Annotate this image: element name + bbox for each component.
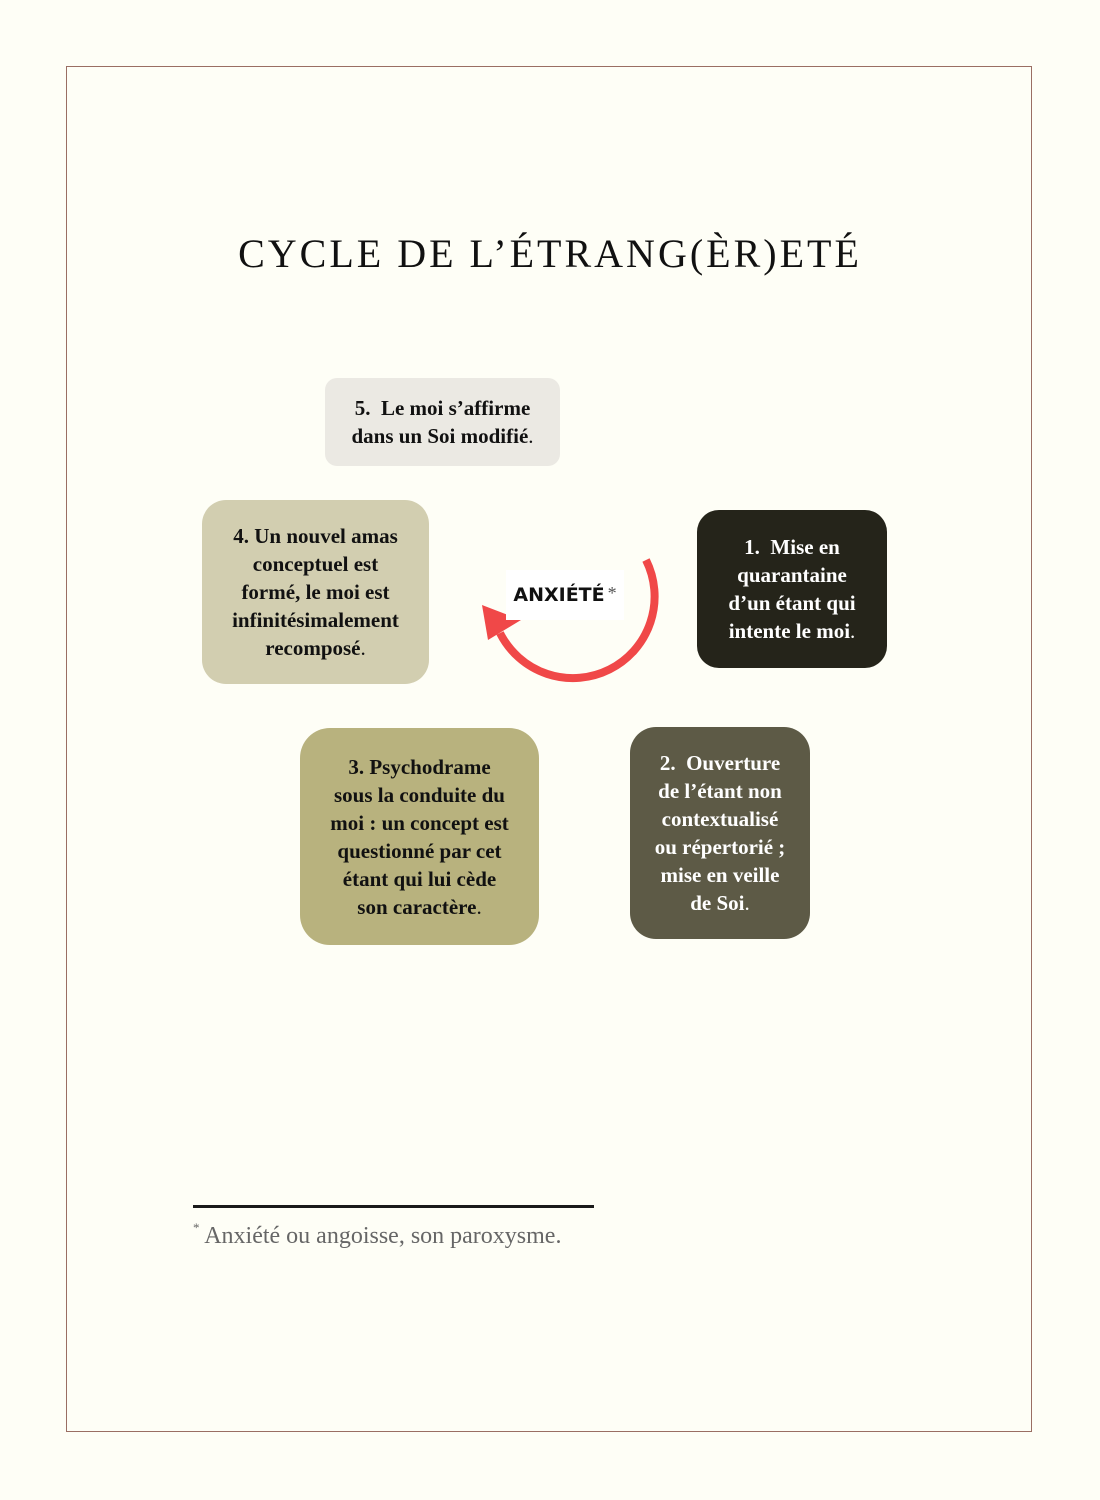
step-2-number: 2. <box>659 751 676 775</box>
cycle-arrow-icon <box>470 545 670 695</box>
footnote-marker: * <box>193 1220 200 1235</box>
page-title: CYCLE DE L’ÉTRANG(ÈR)ETÉ <box>238 231 862 276</box>
anxiety-label: ANXIÉTÉ <box>513 584 605 606</box>
step-1-end: . <box>850 619 856 643</box>
step-4-box <box>202 500 429 684</box>
step-4-end: . <box>360 636 366 660</box>
step-2-text: Ouverture de l’étant non contextualisé ou répertorié ; mise en veille de Soi <box>654 751 786 915</box>
step-3-end: . <box>476 894 482 919</box>
step-3-text: Psychodrame sous la conduite du moi : un concept est questionné par cet étant qui lui cède son caractère <box>330 754 509 919</box>
step-5-number: 5. <box>354 396 371 420</box>
step-1-text: Mise en quarantaine d’un étant qui intente le moi <box>728 535 856 643</box>
step-5-box <box>325 378 560 466</box>
step-1-number: 1. <box>744 535 760 559</box>
anxiety-footnote-marker: * <box>607 582 617 603</box>
step-1-box <box>697 510 887 668</box>
step-4-text: Un nouvel amas conceptuel est formé, le moi est infinitésimalement recomposé <box>232 524 399 660</box>
footnote-text: Anxiété ou angoisse, son paroxysme. <box>204 1223 562 1249</box>
step-2-box <box>630 727 810 939</box>
step-2-end: . <box>744 891 750 915</box>
step-3-box <box>300 728 539 945</box>
footnote <box>193 1222 561 1250</box>
step-3-number: 3. <box>348 754 365 779</box>
footnote-rule <box>193 1205 594 1208</box>
step-5-text: Le moi s’affirme dans un Soi modifié <box>351 396 531 448</box>
step-4-number: 4. <box>233 524 249 548</box>
anxiety-label-box <box>506 570 624 620</box>
step-5-end: . <box>528 424 534 448</box>
